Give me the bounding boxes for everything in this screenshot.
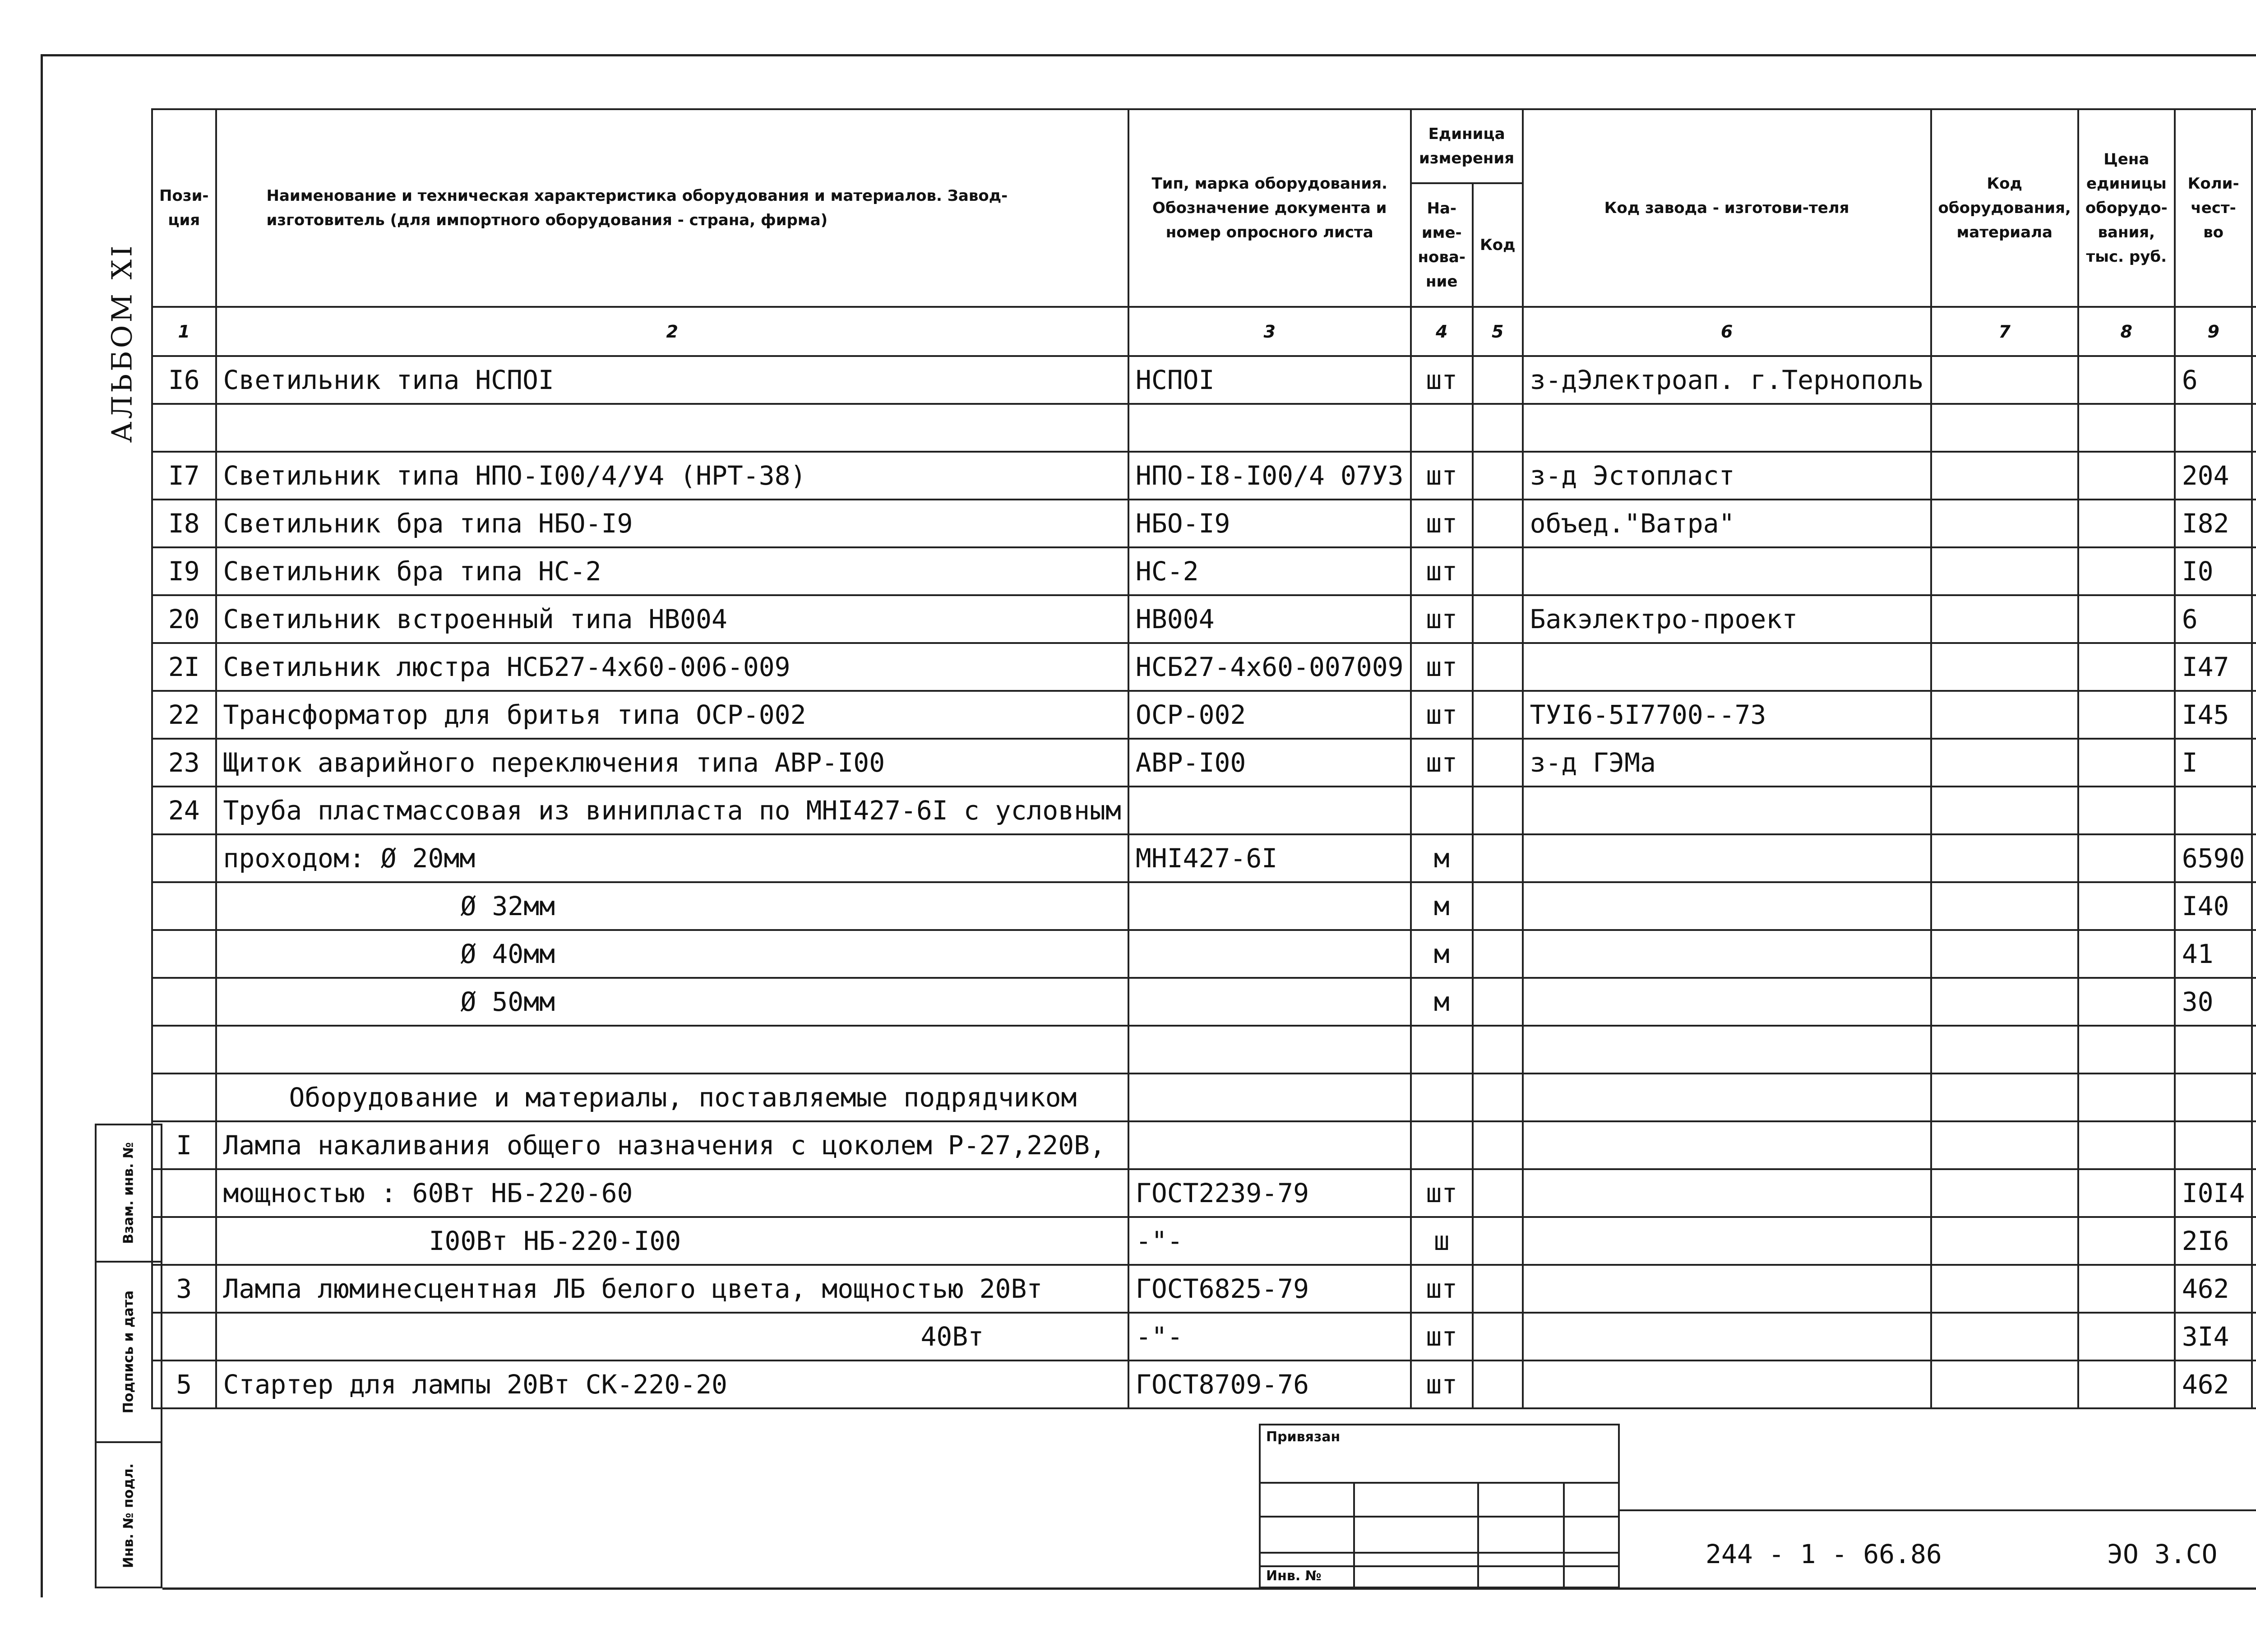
row-qty: 3I4 bbox=[2175, 1313, 2252, 1360]
row-unit: м bbox=[1411, 834, 1473, 882]
row-qty: 41 bbox=[2175, 930, 2252, 978]
row-unit-code bbox=[1473, 930, 1523, 978]
row-name: Щиток аварийного переключения типа АВР-I00 bbox=[216, 739, 1128, 787]
row-equip-code bbox=[1931, 930, 2078, 978]
row-price bbox=[2078, 691, 2175, 739]
row-mass bbox=[2252, 643, 2256, 691]
row-unit: шт bbox=[1411, 452, 1473, 500]
side-stamp-label: Взам. инв. № bbox=[120, 1142, 137, 1244]
row-maker bbox=[1523, 404, 1931, 452]
row-unit-code bbox=[1473, 1265, 1523, 1313]
row-unit: шт bbox=[1411, 595, 1473, 643]
stamp-title: Привязан bbox=[1266, 1429, 1341, 1445]
row-unit-code bbox=[1473, 356, 1523, 404]
row-unit-code bbox=[1473, 452, 1523, 500]
row-type: НВ004 bbox=[1128, 595, 1411, 643]
row-qty: I bbox=[2175, 739, 2252, 787]
row-unit-code bbox=[1473, 1360, 1523, 1408]
row-price bbox=[2078, 1169, 2175, 1217]
row-name bbox=[216, 404, 1128, 452]
row-qty: I47 bbox=[2175, 643, 2252, 691]
row-price bbox=[2078, 595, 2175, 643]
row-qty: I82 bbox=[2175, 500, 2252, 547]
row-name: Ø 50мм bbox=[216, 978, 1128, 1026]
table-row bbox=[152, 1313, 2256, 1360]
row-price bbox=[2078, 834, 2175, 882]
row-unit: м bbox=[1411, 882, 1473, 930]
row-type: -"- bbox=[1128, 1217, 1411, 1265]
row-unit-code bbox=[1473, 1074, 1523, 1121]
row-qty: I40 bbox=[2175, 882, 2252, 930]
row-qty: 30 bbox=[2175, 978, 2252, 1026]
row-equip-code bbox=[1931, 1026, 2078, 1074]
row-maker bbox=[1523, 1026, 1931, 1074]
row-unit-code bbox=[1473, 1217, 1523, 1265]
col-num: 1 bbox=[152, 307, 216, 356]
row-unit-code bbox=[1473, 834, 1523, 882]
row-type bbox=[1128, 787, 1411, 834]
row-unit bbox=[1411, 1074, 1473, 1121]
table-row bbox=[152, 1074, 2256, 1121]
row-maker bbox=[1523, 643, 1931, 691]
row-name: Светильник бра типа НБО-I9 bbox=[216, 500, 1128, 547]
row-pos bbox=[152, 930, 216, 978]
row-type: НСБ27-4х60-007009 bbox=[1128, 643, 1411, 691]
row-name: 40Вт bbox=[216, 1313, 1128, 1360]
table-row bbox=[152, 356, 2256, 404]
row-maker bbox=[1523, 1121, 1931, 1169]
row-unit bbox=[1411, 787, 1473, 834]
row-mass bbox=[2252, 882, 2256, 930]
row-pos bbox=[152, 1026, 216, 1074]
row-mass bbox=[2252, 404, 2256, 452]
row-mass bbox=[2252, 452, 2256, 500]
header-equip-code: Код оборудования, материала bbox=[1931, 109, 2078, 307]
row-unit: шт bbox=[1411, 1169, 1473, 1217]
row-name: Ø 32мм bbox=[216, 882, 1128, 930]
header-qty: Коли-чест-во bbox=[2175, 109, 2252, 307]
row-unit-code bbox=[1473, 787, 1523, 834]
table-row bbox=[152, 834, 2256, 882]
row-mass bbox=[2252, 1313, 2256, 1360]
table-row bbox=[152, 1121, 2256, 1169]
row-name: Светильник типа НСПОI bbox=[216, 356, 1128, 404]
header-name: Наименование и техническая характеристика оборудования и материалов. Завод-изготовитель (для импортного оборудования - страна, фирма) bbox=[216, 109, 1128, 307]
table-row bbox=[152, 882, 2256, 930]
row-unit: шт bbox=[1411, 1360, 1473, 1408]
row-maker bbox=[1523, 978, 1931, 1026]
row-equip-code bbox=[1931, 1265, 2078, 1313]
document-code: 244 - 1 - 66.86 bbox=[1706, 1539, 1942, 1569]
row-maker bbox=[1523, 834, 1931, 882]
row-pos bbox=[152, 882, 216, 930]
row-unit: шт bbox=[1411, 547, 1473, 595]
row-unit bbox=[1411, 404, 1473, 452]
row-name: Стартер для лампы 20Вт СК-220-20 bbox=[216, 1360, 1128, 1408]
row-mass bbox=[2252, 787, 2256, 834]
row-maker: з-дЭлектроап. г.Тернополь bbox=[1523, 356, 1931, 404]
row-price bbox=[2078, 1265, 2175, 1313]
row-type bbox=[1128, 1026, 1411, 1074]
row-maker: Бакэлектро-проект bbox=[1523, 595, 1931, 643]
row-mass bbox=[2252, 1265, 2256, 1313]
row-unit: шт bbox=[1411, 643, 1473, 691]
row-qty: I0I4 bbox=[2175, 1169, 2252, 1217]
row-maker bbox=[1523, 1217, 1931, 1265]
col-num: 5 bbox=[1473, 307, 1523, 356]
row-maker bbox=[1523, 547, 1931, 595]
row-price bbox=[2078, 1074, 2175, 1121]
row-name: Труба пластмассовая из винипласта по МНI427-6I с условным bbox=[216, 787, 1128, 834]
col-num: 6 bbox=[1523, 307, 1931, 356]
row-type: НСПОI bbox=[1128, 356, 1411, 404]
row-equip-code bbox=[1931, 1217, 2078, 1265]
row-maker: объед."Ватра" bbox=[1523, 500, 1931, 547]
row-price bbox=[2078, 452, 2175, 500]
stamp-inv: Инв. № bbox=[1266, 1568, 1322, 1584]
row-pos bbox=[152, 404, 216, 452]
row-mass bbox=[2252, 500, 2256, 547]
table-row bbox=[152, 739, 2256, 787]
row-qty: I0 bbox=[2175, 547, 2252, 595]
row-equip-code bbox=[1931, 404, 2078, 452]
row-pos: 24 bbox=[152, 787, 216, 834]
row-price bbox=[2078, 1121, 2175, 1169]
row-qty bbox=[2175, 404, 2252, 452]
bottom-frame-line bbox=[162, 1587, 2256, 1590]
row-unit: шт bbox=[1411, 1313, 1473, 1360]
row-maker: ТУI6-5I7700--73 bbox=[1523, 691, 1931, 739]
row-pos: 20 bbox=[152, 595, 216, 643]
stamp-line bbox=[1477, 1482, 1479, 1587]
col-num: 7 bbox=[1931, 307, 2078, 356]
row-mass bbox=[2252, 356, 2256, 404]
row-pos bbox=[152, 834, 216, 882]
row-name: Светильник типа НПО-I00/4/У4 (НРТ-38) bbox=[216, 452, 1128, 500]
row-pos: I bbox=[152, 1121, 216, 1169]
row-type bbox=[1128, 930, 1411, 978]
row-unit-code bbox=[1473, 404, 1523, 452]
row-name: Ø 40мм bbox=[216, 930, 1128, 978]
table-row bbox=[152, 452, 2256, 500]
row-type bbox=[1128, 1074, 1411, 1121]
row-maker bbox=[1523, 1313, 1931, 1360]
row-maker bbox=[1523, 930, 1931, 978]
row-type: МНI427-6I bbox=[1128, 834, 1411, 882]
row-maker bbox=[1523, 882, 1931, 930]
row-equip-code bbox=[1931, 1360, 2078, 1408]
row-mass bbox=[2252, 978, 2256, 1026]
row-price bbox=[2078, 500, 2175, 547]
table-row bbox=[152, 1217, 2256, 1265]
row-mass bbox=[2252, 547, 2256, 595]
row-equip-code bbox=[1931, 500, 2078, 547]
row-type: ГОСТ2239-79 bbox=[1128, 1169, 1411, 1217]
row-unit-code bbox=[1473, 978, 1523, 1026]
row-unit: шт bbox=[1411, 356, 1473, 404]
row-maker bbox=[1523, 1360, 1931, 1408]
header-type: Тип, марка оборудования. Обозначение документа и номер опросного листа bbox=[1128, 109, 1411, 307]
row-pos: I8 bbox=[152, 500, 216, 547]
row-unit bbox=[1411, 1026, 1473, 1074]
row-qty bbox=[2175, 1026, 2252, 1074]
row-mass bbox=[2252, 1026, 2256, 1074]
row-pos: 2I bbox=[152, 643, 216, 691]
table-row bbox=[152, 404, 2256, 452]
row-name: Лампа люминесцентная ЛБ белого цвета, мощностью 20Вт bbox=[216, 1265, 1128, 1313]
row-qty bbox=[2175, 1121, 2252, 1169]
row-price bbox=[2078, 930, 2175, 978]
row-mass bbox=[2252, 1360, 2256, 1408]
header-price: Цена единицы оборудо-вания, тыс. руб. bbox=[2078, 109, 2175, 307]
row-price bbox=[2078, 1360, 2175, 1408]
row-pos bbox=[152, 978, 216, 1026]
table-row bbox=[152, 978, 2256, 1026]
sheet-code: ЭО 3.СО bbox=[2107, 1539, 2218, 1569]
row-name: Светильник бра типа НС-2 bbox=[216, 547, 1128, 595]
row-qty bbox=[2175, 787, 2252, 834]
row-type: НБО-I9 bbox=[1128, 500, 1411, 547]
row-unit-code bbox=[1473, 643, 1523, 691]
row-type: НПО-I8-I00/4 07УЗ bbox=[1128, 452, 1411, 500]
row-price bbox=[2078, 978, 2175, 1026]
row-mass bbox=[2252, 1217, 2256, 1265]
header-unit-code: Код bbox=[1473, 183, 1523, 307]
table-row bbox=[152, 691, 2256, 739]
row-mass bbox=[2252, 739, 2256, 787]
row-unit-code bbox=[1473, 739, 1523, 787]
table-row bbox=[152, 787, 2256, 834]
row-equip-code bbox=[1931, 691, 2078, 739]
row-equip-code bbox=[1931, 1169, 2078, 1217]
row-unit-code bbox=[1473, 1026, 1523, 1074]
row-qty: 6 bbox=[2175, 356, 2252, 404]
header-unit-name: На-име-нова-ние bbox=[1411, 183, 1473, 307]
row-pos bbox=[152, 1074, 216, 1121]
row-unit-code bbox=[1473, 595, 1523, 643]
row-qty: 462 bbox=[2175, 1265, 2252, 1313]
stamp-line bbox=[1563, 1482, 1565, 1587]
column-numbers-row bbox=[152, 307, 2256, 356]
col-num: 9 bbox=[2175, 307, 2252, 356]
row-mass bbox=[2252, 834, 2256, 882]
row-unit: шт bbox=[1411, 739, 1473, 787]
row-price bbox=[2078, 404, 2175, 452]
row-mass bbox=[2252, 1121, 2256, 1169]
row-equip-code bbox=[1931, 882, 2078, 930]
row-unit-code bbox=[1473, 547, 1523, 595]
header-mass bbox=[2252, 109, 2256, 307]
row-unit: шт bbox=[1411, 691, 1473, 739]
row-unit-code bbox=[1473, 691, 1523, 739]
row-mass bbox=[2252, 930, 2256, 978]
row-maker: з-д Эстопласт bbox=[1523, 452, 1931, 500]
row-price bbox=[2078, 547, 2175, 595]
row-unit-code bbox=[1473, 500, 1523, 547]
table-row bbox=[152, 500, 2256, 547]
row-mass bbox=[2252, 595, 2256, 643]
album-label-text: АЛЬБОМ XI bbox=[105, 243, 139, 443]
row-qty: 2I6 bbox=[2175, 1217, 2252, 1265]
row-pos: 22 bbox=[152, 691, 216, 739]
table-row bbox=[152, 547, 2256, 595]
row-name: I00Вт НБ-220-I00 bbox=[216, 1217, 1128, 1265]
row-qty: 6 bbox=[2175, 595, 2252, 643]
row-mass bbox=[2252, 1074, 2256, 1121]
row-type: -"- bbox=[1128, 1313, 1411, 1360]
row-qty: I45 bbox=[2175, 691, 2252, 739]
side-stamp-label: Подпись и дата bbox=[120, 1290, 137, 1414]
row-name: Лампа накаливания общего назначения с цоколем Р-27,220В, bbox=[216, 1121, 1128, 1169]
side-stamp-cell bbox=[97, 1441, 161, 1588]
title-block-line bbox=[1620, 1509, 2256, 1511]
row-price bbox=[2078, 643, 2175, 691]
row-type bbox=[1128, 1121, 1411, 1169]
row-equip-code bbox=[1931, 595, 2078, 643]
row-name bbox=[216, 1026, 1128, 1074]
row-type: ГОСТ6825-79 bbox=[1128, 1265, 1411, 1313]
row-pos: 5 bbox=[152, 1360, 216, 1408]
row-unit: шт bbox=[1411, 500, 1473, 547]
row-type bbox=[1128, 978, 1411, 1026]
row-price bbox=[2078, 356, 2175, 404]
row-equip-code bbox=[1931, 547, 2078, 595]
row-type: АВР-I00 bbox=[1128, 739, 1411, 787]
row-maker bbox=[1523, 787, 1931, 834]
row-equip-code bbox=[1931, 978, 2078, 1026]
row-unit: шт bbox=[1411, 1265, 1473, 1313]
row-type bbox=[1128, 882, 1411, 930]
row-type: ГОСТ8709-76 bbox=[1128, 1360, 1411, 1408]
row-qty bbox=[2175, 1074, 2252, 1121]
stamp-line bbox=[1353, 1482, 1355, 1587]
row-qty: 462 bbox=[2175, 1360, 2252, 1408]
row-maker bbox=[1523, 1169, 1931, 1217]
header-unit-group: Единица измерения bbox=[1411, 109, 1523, 183]
row-unit-code bbox=[1473, 882, 1523, 930]
row-name: Трансформатор для бритья типа ОСР-002 bbox=[216, 691, 1128, 739]
row-pos: 3 bbox=[152, 1265, 216, 1313]
header-maker-code: Код завода - изготови-теля bbox=[1523, 109, 1931, 307]
row-price bbox=[2078, 787, 2175, 834]
row-equip-code bbox=[1931, 1074, 2078, 1121]
row-name: Светильник встроенный типа НВ004 bbox=[216, 595, 1128, 643]
side-stamp-label: Инв. № подл. bbox=[120, 1463, 137, 1569]
row-equip-code bbox=[1931, 1313, 2078, 1360]
side-stamp bbox=[95, 1124, 162, 1588]
col-num bbox=[2252, 307, 2256, 356]
row-mass bbox=[2252, 1169, 2256, 1217]
table-row bbox=[152, 1169, 2256, 1217]
row-name: мощностью : 60Вт НБ-220-60 bbox=[216, 1169, 1128, 1217]
row-maker bbox=[1523, 1074, 1931, 1121]
row-pos: 23 bbox=[152, 739, 216, 787]
row-equip-code bbox=[1931, 1121, 2078, 1169]
table-row bbox=[152, 1026, 2256, 1074]
row-pos: I7 bbox=[152, 452, 216, 500]
row-maker bbox=[1523, 1265, 1931, 1313]
row-equip-code bbox=[1931, 787, 2078, 834]
row-unit bbox=[1411, 1121, 1473, 1169]
row-maker: з-д ГЭМа bbox=[1523, 739, 1931, 787]
table-row bbox=[152, 930, 2256, 978]
row-price bbox=[2078, 1313, 2175, 1360]
row-equip-code bbox=[1931, 739, 2078, 787]
row-name: проходом: Ø 20мм bbox=[216, 834, 1128, 882]
row-unit-code bbox=[1473, 1121, 1523, 1169]
row-price bbox=[2078, 1217, 2175, 1265]
table-row bbox=[152, 1360, 2256, 1408]
specification-table bbox=[151, 108, 2256, 1409]
row-type bbox=[1128, 404, 1411, 452]
row-name: Светильник люстра НСБ27-4х60-006-009 bbox=[216, 643, 1128, 691]
row-price bbox=[2078, 739, 2175, 787]
col-num: 3 bbox=[1128, 307, 1411, 356]
col-num: 2 bbox=[216, 307, 1128, 356]
row-equip-code bbox=[1931, 356, 2078, 404]
row-type: НС-2 bbox=[1128, 547, 1411, 595]
binding-stamp bbox=[1259, 1424, 1620, 1588]
row-unit: м bbox=[1411, 978, 1473, 1026]
row-unit-code bbox=[1473, 1313, 1523, 1360]
col-num: 8 bbox=[2078, 307, 2175, 356]
side-stamp-cell bbox=[97, 1261, 161, 1441]
row-type: ОСР-002 bbox=[1128, 691, 1411, 739]
row-qty: 204 bbox=[2175, 452, 2252, 500]
table-row bbox=[152, 1265, 2256, 1313]
row-name: Оборудование и материалы, поставляемые подрядчиком bbox=[216, 1074, 1128, 1121]
col-num: 4 bbox=[1411, 307, 1473, 356]
row-equip-code bbox=[1931, 834, 2078, 882]
row-unit: ш bbox=[1411, 1217, 1473, 1265]
row-equip-code bbox=[1931, 643, 2078, 691]
row-price bbox=[2078, 1026, 2175, 1074]
table-row bbox=[152, 643, 2256, 691]
row-mass bbox=[2252, 691, 2256, 739]
header-pos: Пози-ция bbox=[152, 109, 216, 307]
row-qty: 6590 bbox=[2175, 834, 2252, 882]
table-row bbox=[152, 595, 2256, 643]
row-unit: м bbox=[1411, 930, 1473, 978]
row-equip-code bbox=[1931, 452, 2078, 500]
side-stamp-cell bbox=[97, 1125, 161, 1261]
album-label bbox=[97, 243, 147, 443]
row-unit-code bbox=[1473, 1169, 1523, 1217]
row-pos: I9 bbox=[152, 547, 216, 595]
row-price bbox=[2078, 882, 2175, 930]
row-pos: I6 bbox=[152, 356, 216, 404]
